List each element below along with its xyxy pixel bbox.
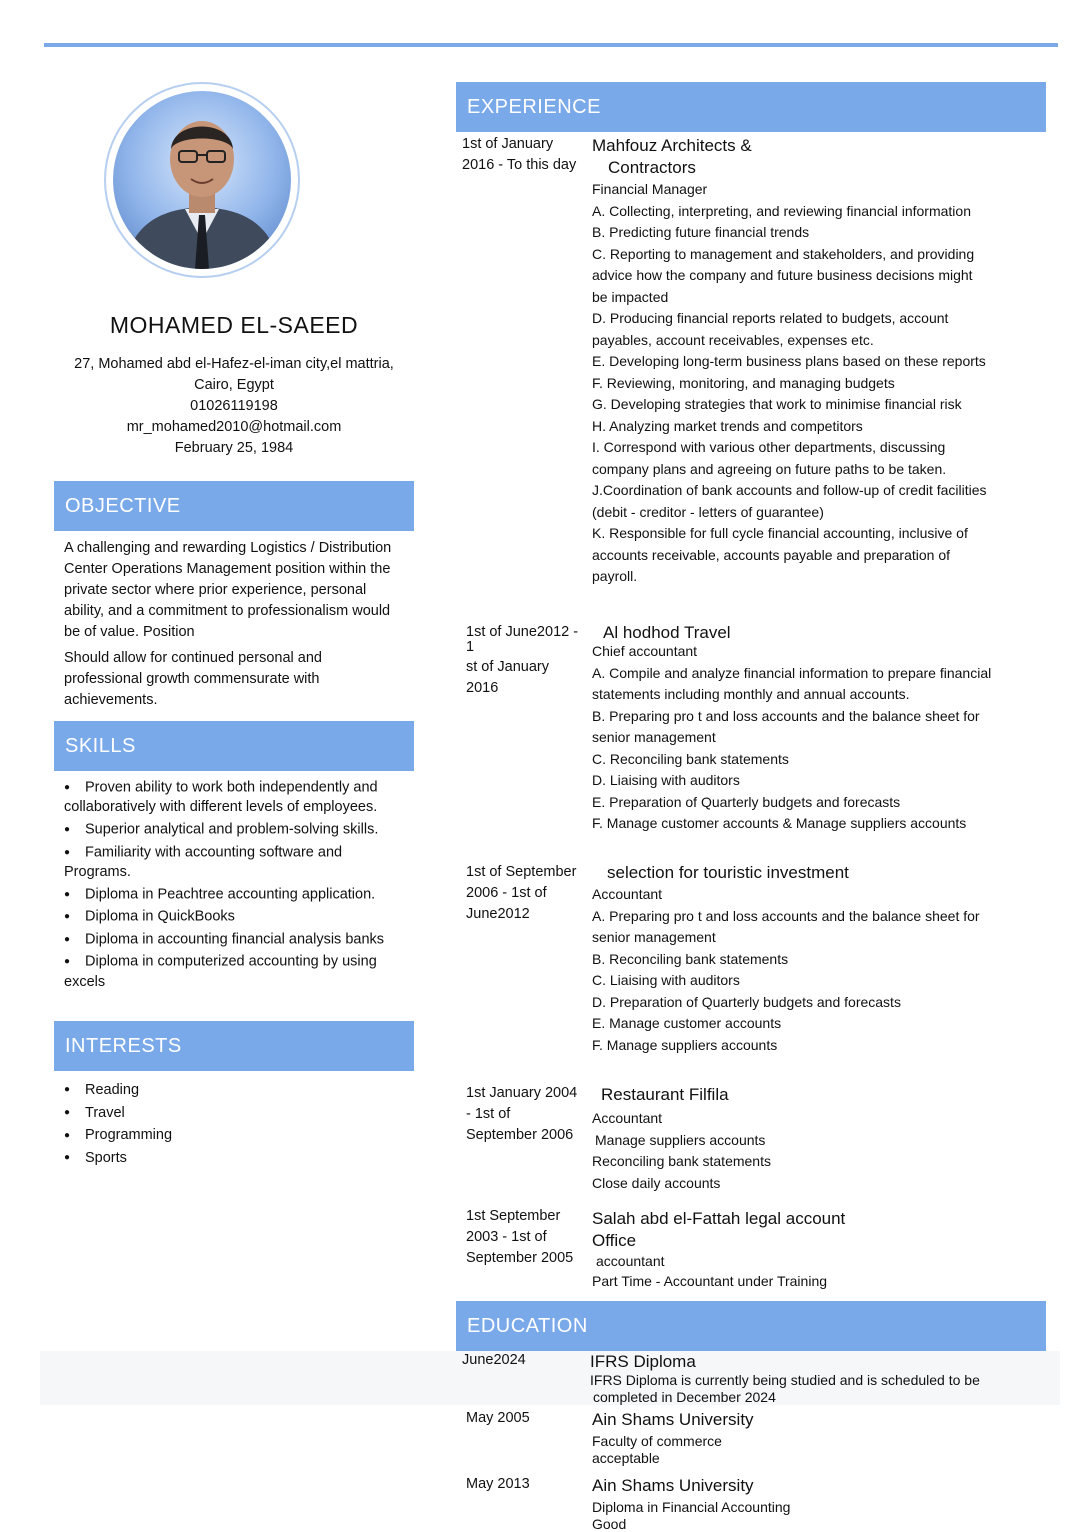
edu-date: May 2013 (466, 1474, 606, 1495)
edu-name: Ain Shams University (592, 1410, 1042, 1430)
edu-detail-2: acceptable (592, 1450, 1042, 1467)
edu-date: June2024 (462, 1350, 602, 1371)
contact-info (54, 354, 414, 459)
job-date: 1st of September 2006 - 1st of June2012 (466, 862, 606, 925)
edu-detail-1: Faculty of commerce (592, 1433, 1042, 1450)
company-name: selection for touristic investment (607, 862, 1057, 884)
skill-item: ● Familiarity with accounting software and Programs. (64, 843, 409, 883)
job-details-block (592, 1108, 1042, 1194)
objective-para-2: Should allow for continued personal and professional growth commensurate with achievements. (64, 648, 404, 711)
skills-heading: SKILLS (54, 721, 414, 771)
birth-date: February 25, 1984 (54, 438, 414, 459)
address-line-1: 27, Mohamed abd el-Hafez-el-iman city,el mattria, (54, 354, 414, 375)
interest-item: ● Sports (64, 1148, 409, 1168)
interests-list (64, 1080, 409, 1171)
avatar-portrait-icon (113, 91, 291, 269)
address-line-2: Cairo, Egypt (54, 375, 414, 396)
job-title: Financial Manager (592, 179, 1042, 201)
profile-photo (104, 82, 300, 278)
job-date: 1st September 2003 - 1st of September 2005 (466, 1206, 606, 1269)
company-name: Al hodhod Travel (603, 622, 1053, 644)
job-date: 1st January 2004 - 1st of September 2006 (466, 1083, 606, 1146)
email-address: mr_mohamed2010@hotmail.com (54, 417, 414, 438)
interest-item: ● Programming (64, 1125, 409, 1145)
edu-name: IFRS Diploma (590, 1352, 1040, 1372)
top-rule (44, 43, 1058, 47)
edu-entry (592, 1410, 1042, 1466)
job-title: Accountant (592, 1108, 1042, 1130)
edu-detail-2: Good (592, 1516, 1042, 1532)
edu-entry (590, 1352, 1040, 1405)
job-date: 1st of January 2016 - To this day (462, 134, 602, 176)
job-title: accountant (592, 1252, 1042, 1271)
job-title: Chief accountant (592, 641, 1042, 663)
job-entry (592, 1208, 1042, 1293)
experience-heading: EXPERIENCE (456, 82, 1046, 132)
objective-para-1: A challenging and rewarding Logistics / Distribution Center Operations Management position within the private sector where prior experience, personal ability, and a commitment to professionalism would be of value. Position (64, 538, 404, 643)
company-name-cont: Contractors (592, 157, 1042, 179)
job-details: Accountant Manage suppliers accounts Reconciling bank statements Close daily accounts (592, 1108, 1042, 1194)
skill-item: ● Proven ability to work both independently and collaboratively with different levels of employees. (64, 778, 409, 818)
skill-item: ● Diploma in accounting financial analysis banks (64, 930, 409, 950)
job-entry (592, 135, 1042, 588)
skill-item: ● Diploma in QuickBooks (64, 907, 409, 927)
company-name: Salah abd el-Fattah legal account (592, 1208, 1042, 1230)
candidate-name: MOHAMED EL-SAEED (54, 312, 414, 339)
company-name: Mahfouz Architects & (592, 135, 1042, 157)
job-details: accountant Part Time - Accountant under Training (592, 1252, 1042, 1293)
job-entry (607, 862, 1057, 884)
objective-text (64, 538, 404, 711)
education-heading: EDUCATION (456, 1301, 1046, 1351)
job-details: Financial Manager A. Collecting, interpreting, and reviewing financial information B. Predicting future financial trends C. Reporting to management and stakeholders, and providing advice how the company and future business decisions might be impacted D. Producing financial reports related to budgets, account payables, account receivables, expenses etc. E. Developing long-term business plans based on these reports F. Reviewing, monitoring, and managing budgets G. Developing strategies that work to minimise financial risk H. Analyzing market trends and competitors I. Correspond with various other departments, discussing company plans and agreeing on future paths to be taken. J.Coordination of bank accounts and follow-up of credit facilities (debit - creditor - letters of guarantee) K. Responsible for full cycle financial accounting, inclusive of accounts receivable, accounts payable and preparation of payroll. (592, 179, 1042, 588)
interests-heading: INTERESTS (54, 1021, 414, 1071)
edu-detail-2: completed in December 2024 (590, 1389, 1040, 1406)
interest-item: ● Reading (64, 1080, 409, 1100)
edu-entry (592, 1476, 1042, 1532)
skill-item: ● Diploma in Peachtree accounting application. (64, 885, 409, 905)
company-name-cont: Office (592, 1230, 1042, 1252)
job-date: 1st of June2012 - 1 st of January 2016 (466, 622, 606, 699)
phone-number: 01026119198 (54, 396, 414, 417)
company-name: Restaurant Filfila (601, 1084, 1051, 1106)
skills-list (64, 778, 409, 995)
job-entry (601, 1084, 1051, 1106)
job-title: Accountant (592, 884, 1042, 906)
job-details: Chief accountant A. Compile and analyze financial information to prepare financial statements including monthly and annual accounts. B. Preparing pro t and loss accounts and the balance sheet for senior management C. Reconciling bank statements D. Liaising with auditors E. Preparation of Quarterly budgets and forecasts F. Manage customer accounts & Manage suppliers accounts (592, 641, 1042, 835)
job-details-block (592, 884, 1042, 1056)
objective-heading: OBJECTIVE (54, 481, 414, 531)
edu-name: Ain Shams University (592, 1476, 1042, 1496)
skill-item: ● Diploma in computerized accounting by using excels (64, 952, 409, 992)
interest-item: ● Travel (64, 1103, 409, 1123)
skill-item: ● Superior analytical and problem-solving skills. (64, 820, 409, 840)
edu-detail-1: IFRS Diploma is currently being studied and is scheduled to be (590, 1372, 1040, 1389)
job-details-block (592, 641, 1042, 835)
edu-detail-1: Diploma in Financial Accounting (592, 1499, 1042, 1516)
job-details: Accountant A. Preparing pro t and loss accounts and the balance sheet for senior management B. Reconciling bank statements C. Liaising with auditors D. Preparation of Quarterly budgets and forecasts E. Manage customer accounts F. Manage suppliers accounts (592, 884, 1042, 1056)
edu-date: May 2005 (466, 1408, 606, 1429)
